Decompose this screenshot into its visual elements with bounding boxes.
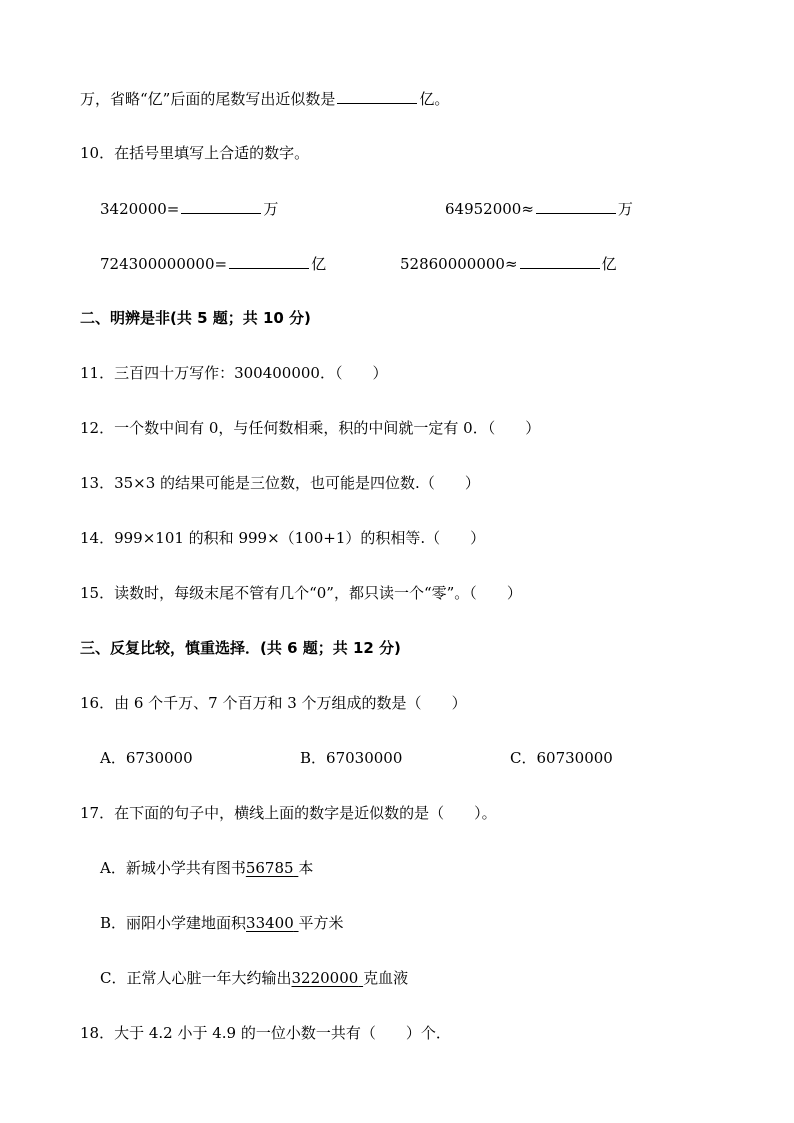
q14-close: ） <box>470 529 486 547</box>
question-9-tail <box>80 88 449 109</box>
question-18 <box>80 1023 451 1043</box>
q16-option-b[interactable]: B．67030000 <box>300 749 403 767</box>
question-14 <box>80 528 485 548</box>
q17-option-a[interactable] <box>100 858 313 878</box>
q17a-unit: 本 <box>298 859 314 877</box>
q18-close: ）个． <box>405 1024 451 1042</box>
q17c-unit: 克血液 <box>363 969 409 987</box>
q16-text: 16．由 6 个千万、7 个百万和 3 个万组成的数是（ <box>80 694 422 712</box>
q16-option-c[interactable]: C．60730000 <box>510 749 613 767</box>
q9-text: 万，省略“亿”后面的尾数写出近似数是 <box>80 90 336 108</box>
q10c-expr: 724300000000= <box>100 255 228 273</box>
q11-text: 11．三百四十万写作：300400000．（ <box>80 364 343 382</box>
q15-text: 15．读数时，每级末尾不管有几个“0”，都只读一个“零”。（ <box>80 584 477 602</box>
q17-text: 17．在下面的句子中，横线上面的数字是近似数的是（ <box>80 804 445 822</box>
question-16 <box>80 693 467 713</box>
question-12 <box>80 418 540 438</box>
q17a-text: A．新城小学共有图书 <box>100 859 246 877</box>
underlined-number: 56785 <box>245 859 294 877</box>
q13-close: ） <box>464 474 480 492</box>
underlined-number: 3220000 <box>291 969 359 987</box>
q17b-unit: 平方米 <box>298 914 344 932</box>
q17-option-b[interactable] <box>100 913 344 933</box>
answer-blank[interactable] <box>337 88 417 104</box>
answer-blank[interactable] <box>520 253 600 269</box>
section-2-title: 二、明辨是非(共 5 题；共 10 分) <box>80 309 311 327</box>
q10a-unit: 万 <box>263 200 279 218</box>
question-10-c <box>100 253 326 274</box>
answer-blank[interactable] <box>181 198 261 214</box>
underlined-number: 33400 <box>246 914 294 932</box>
q10b-expr: 64952000≈ <box>445 200 534 218</box>
q9-unit: 亿。 <box>419 90 450 108</box>
q12-close: ） <box>525 419 541 437</box>
question-15 <box>80 583 522 603</box>
q16-option-a[interactable]: A．6730000 <box>100 749 193 767</box>
q16-close: ） <box>451 694 467 712</box>
answer-blank[interactable] <box>536 198 616 214</box>
q17b-text: B．丽阳小学建地面积 <box>100 914 247 932</box>
q17-option-c[interactable] <box>100 968 408 988</box>
q13-text: 13．35×3 的结果可能是三位数，也可能是四位数.（ <box>80 474 435 492</box>
q17-close: ）。 <box>474 804 497 822</box>
q10d-expr: 52860000000≈ <box>400 255 518 273</box>
q12-text: 12．一个数中间有 0，与任何数相乘，积的中间就一定有 0．（ <box>80 419 496 437</box>
q10a-expr: 3420000= <box>100 200 180 218</box>
question-10-a <box>100 198 278 219</box>
q17c-text: C．正常人心脏一年大约输出 <box>100 969 292 987</box>
question-13 <box>80 473 480 493</box>
q18-text: 18．大于 4.2 小于 4.9 的一位小数一共有（ <box>80 1024 376 1042</box>
q10d-unit: 亿 <box>601 255 617 273</box>
question-10-title: 10．在括号里填写上合适的数字。 <box>80 144 310 162</box>
q15-close: ） <box>506 584 522 602</box>
q11-close: ） <box>372 364 388 382</box>
question-10-b <box>445 198 633 219</box>
q10b-unit: 万 <box>617 200 633 218</box>
section-3-title: 三、反复比较，慎重选择．(共 6 题；共 12 分) <box>80 639 401 657</box>
q10c-unit: 亿 <box>311 255 327 273</box>
question-17 <box>80 803 497 823</box>
question-10-d <box>400 253 617 274</box>
answer-blank[interactable] <box>229 253 309 269</box>
question-11 <box>80 363 388 383</box>
q14-text: 14．999×101 的积和 999×（100+1）的积相等.（ <box>80 529 441 547</box>
